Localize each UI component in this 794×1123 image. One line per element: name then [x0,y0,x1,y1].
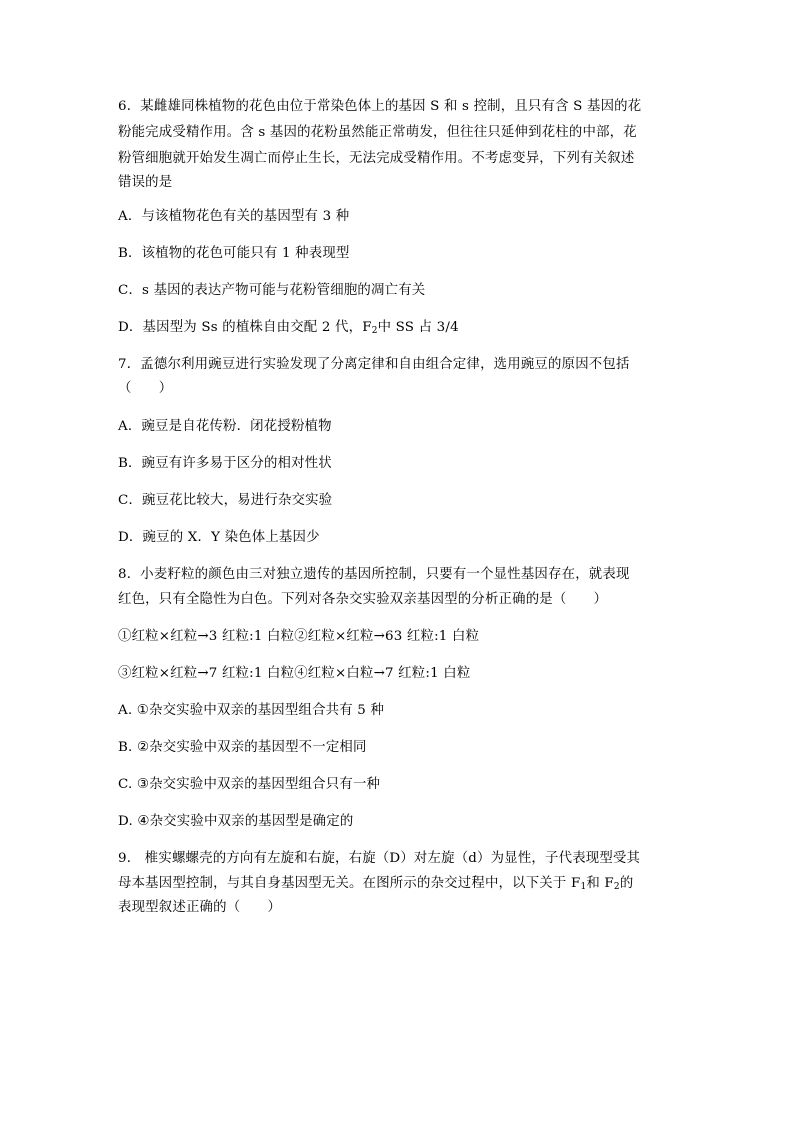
q7-stem-line-1: 7．孟德尔利用豌豆进行实验发现了分离定律和自由组合定律，选用豌豆的原因不包括 [118,357,630,372]
q6-option-c: C．s 基因的表达产物可能与花粉管细胞的凋亡有关 [118,283,426,298]
q6-option-d-part1: D．基因型为 Ss 的植株自由交配 2 代，F [118,320,372,335]
q6-option-d [118,318,680,338]
q8-option-b: B. ②杂交实验中双亲的基因型不一定相同 [118,740,367,755]
q9-stem-line-3: 表现型叙述正确的（ ） [118,900,282,915]
q9-stem-line-2-part3: 的 [619,876,634,891]
q6-option-a: A．与该植物花色有关的基因型有 3 种 [118,209,350,224]
q9-subscript-2: 2 [613,882,620,892]
q8-cross-line-1: ①红粒×红粒→3 红粒:1 白粒②红粒×红粒→63 红粒:1 白粒 [118,629,480,644]
q9-stem-line-1: 9． 椎实螺螺壳的方向有左旋和右旋，右旋（D）对左旋（d）为显性，子代表现型受其 [118,851,641,866]
q6-option-d-subscript: 2 [371,326,378,336]
q8-option-a: A. ①杂交实验中双亲的基因型组合共有 5 种 [118,703,385,718]
q7-option-c: C．豌豆花比较大，易进行杂交实验 [118,493,333,508]
q8-stem-line-2: 红色，只有全隐性为白色。下列对各杂交实验双亲基因型的分析正确的是（ ） [118,592,608,607]
q7-option-d: D．豌豆的 X．Y 染色体上基因少 [118,530,320,545]
q9-stem-line-2 [118,874,680,894]
q8-cross-line-2: ③红粒×红粒→7 红粒:1 白粒④红粒×白粒→7 红粒:1 白粒 [118,666,471,681]
q6-option-b: B．该植物的花色可能只有 1 种表现型 [118,246,350,261]
q7-option-b: B．豌豆有许多易于区分的相对性状 [118,456,332,471]
q9-stem-line-2-part1: 母本基因型控制，与其自身基因型无关。在图所示的杂交过程中，以下关于 F [118,876,581,891]
q6-stem-line-3: 粉管细胞就开始发生凋亡而停止生长，无法完成受精作用。不考虑变异，下列有关叙述 [118,151,635,166]
q7-option-a: A．豌豆是自花传粉．闭花授粉植物 [118,419,332,434]
q9-subscript-1: 1 [580,882,587,892]
q6-stem-line-1: 6．某雌雄同株植物的花色由位于常染色体上的基因 S 和 s 控制，且只有含 S 基因的花 [118,99,642,114]
q8-stem-line-1: 8．小麦籽粒的颜色由三对独立遗传的基因所控制，只要有一个显性基因存在，就表现 [118,567,630,582]
q6-option-d-part2: 中 SS 占 3/4 [377,320,459,335]
q6-stem-line-2: 粉能完成受精作用。含 s 基因的花粉虽然能正常萌发，但往往只延伸到花柱的中部，花 [118,125,637,140]
q6-stem-line-4: 错误的是 [118,175,173,190]
q7-stem-line-2: （ ） [118,381,173,396]
q8-option-c: C. ③杂交实验中双亲的基因型组合只有一种 [118,777,381,792]
q9-stem-line-2-part2: 和 F [586,876,614,891]
q8-option-d: D. ④杂交实验中双亲的基因型是确定的 [118,814,354,829]
